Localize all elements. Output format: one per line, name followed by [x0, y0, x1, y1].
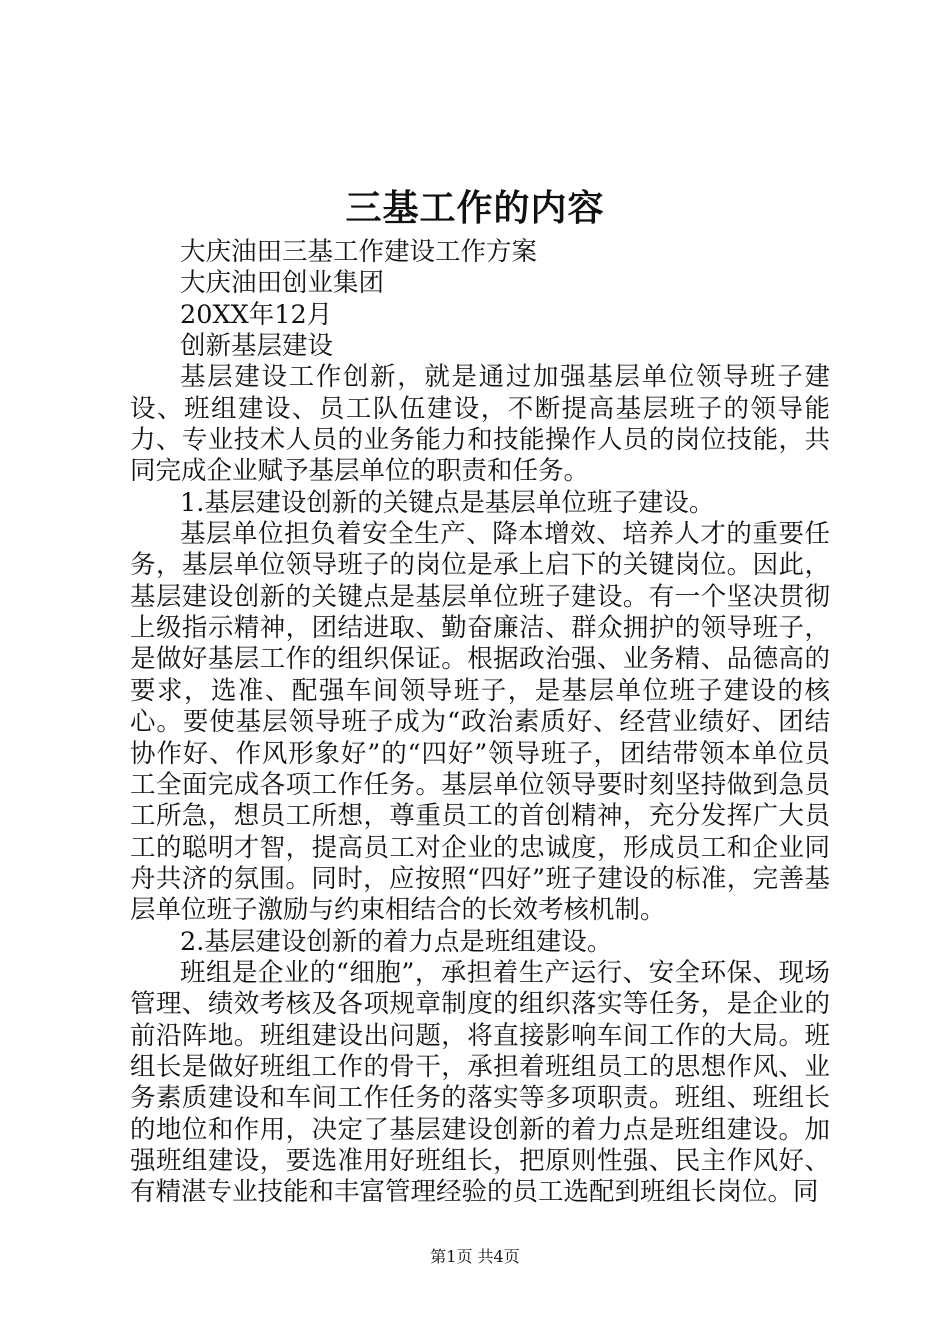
- paragraph-heading-2: 2.基层建设创新的着力点是班组建设。: [180, 926, 613, 957]
- document-body: [130, 237, 830, 1209]
- paragraph-section-1: 基层单位担负着安全生产、降本增效、培养人才的重要任务，基层单位领导班子的岗位是承上启下的关键岗位。因此，基层建设创新的关键点是基层单位班子建设。有一个坚决贯彻上级指示精神，团结进取、勤奋廉洁、群众拥护的领导班子，是做好基层工作的组织保证。根据政治强、业务精、品德高的要求，选准、配强车间领导班子，是基层单位班子建设的核心。要使基层领导班子成为“政治素质好、经营业绩好、团结协作好、作风形象好”的“四好”领导班子，团结带领本单位员工全面完成各项工作任务。基层单位领导要时刻坚持做到急员工所急，想员工所想，尊重员工的首创精神，充分发挥广大员工的聪明才智，提高员工对企业的忠诚度，形成员工和企业同舟共济的氛围。同时，应按照“四好”班子建设的标准，完善基层单位班子激励与约束相结合的长效考核机制。: [130, 519, 830, 926]
- page-footer: 第1页 共4页: [430, 1247, 520, 1266]
- paragraph-section-2: 班组是企业的“细胞”，承担着生产运行、安全环保、现场管理、绩效考核及各项规章制度的组织落实等任务，是企业的前沿阵地。班组建设出问题，将直接影响车间工作的大局。班组长是做好班组工作的骨干，承担着班组员工的思想作风、业务素质建设和车间工作任务的落实等多项职责。班组、班组长的地位和作用，决定了基层建设创新的着力点是班组建设。加强班组建设，要选准用好班组长，把原则性强、民主作风好、有精湛专业技能和丰富管理经验的员工选配到班组长岗位。同: [130, 957, 830, 1208]
- paragraph-intro: 基层建设工作创新，就是通过加强基层单位领导班子建设、班组建设、员工队伍建设，不断提高基层班子的领导能力、专业技术人员的业务能力和技能操作人员的岗位技能，共同完成企业赋予基层单位的职责和任务。: [130, 362, 830, 487]
- header-line-section: 创新基层建设: [180, 331, 334, 362]
- header-line-date: 20XX年12月: [180, 299, 333, 330]
- paragraph-heading-1: 1.基层建设创新的关键点是基层单位班子建设。: [180, 487, 715, 518]
- header-line-organization: 大庆油田创业集团: [180, 268, 385, 299]
- header-line-plan-title: 大庆油田三基工作建设工作方案: [180, 237, 538, 267]
- document-title: 三基工作的内容: [345, 187, 605, 229]
